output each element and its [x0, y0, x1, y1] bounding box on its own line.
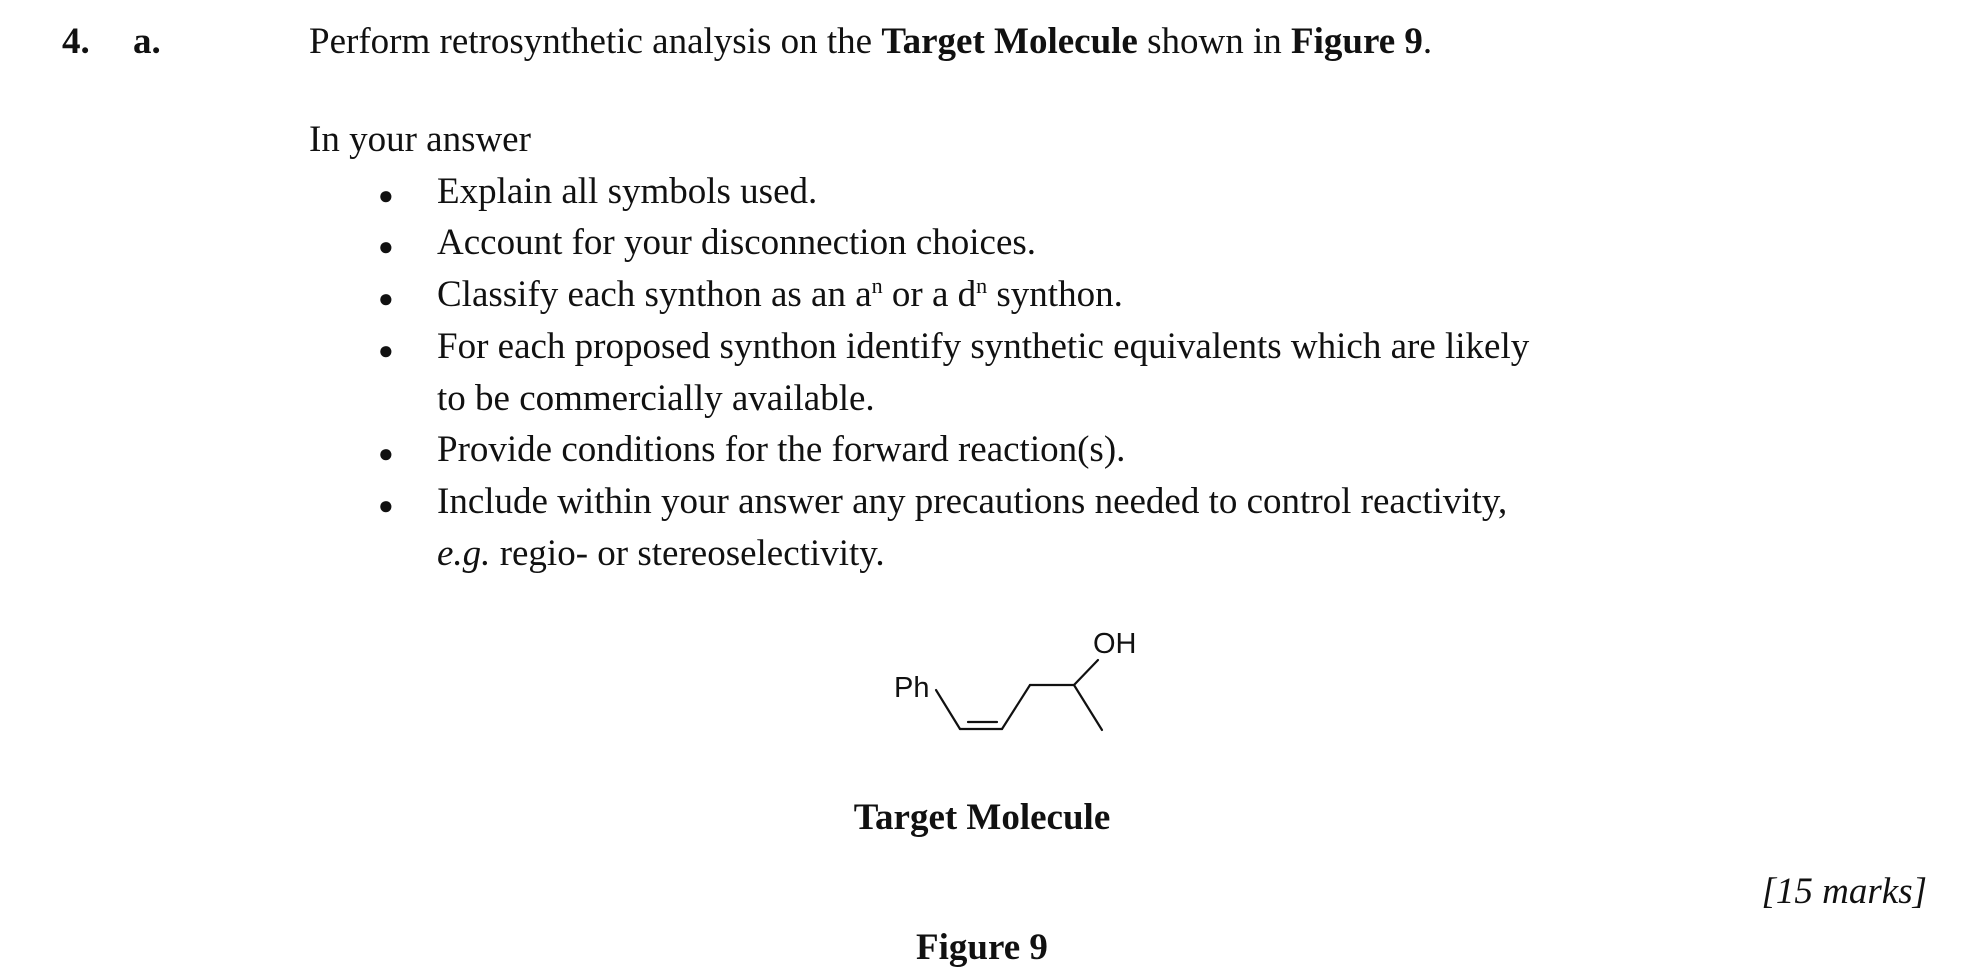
instruction-item: Include within your answer any precautions needed to control reactivity,	[437, 481, 1508, 522]
instruction-item: Provide conditions for the forward reaction(s).	[437, 429, 1126, 470]
question-number: 4.	[62, 21, 90, 62]
bond-c2-c3	[1002, 685, 1030, 729]
molecule-caption: Target Molecule	[853, 797, 1111, 838]
instruction-item-continued: e.g. regio- or stereoselectivity.	[437, 533, 885, 574]
bullet-dot: ●	[378, 439, 394, 468]
instructions-intro: In your answer	[309, 119, 531, 160]
bond-ph-c1	[936, 690, 960, 729]
target-molecule-structure	[880, 625, 1160, 755]
bond-c4-methyl	[1074, 685, 1102, 730]
instruction-item: Explain all symbols used.	[437, 171, 818, 212]
instruction-item: For each proposed synthon identify synthetic equivalents which are likely	[437, 326, 1530, 367]
phenyl-label: Ph	[894, 672, 930, 704]
instruction-item: Classify each synthon as an $a^n$ or a $d^n$ synthon.	[437, 273, 1123, 315]
instruction-item-continued: to be commercially available.	[437, 378, 875, 419]
bullet-dot: ●	[378, 232, 394, 261]
marks-allocation: [15 marks]	[1761, 871, 1927, 912]
molecule-bonds	[936, 660, 1102, 730]
figure-caption: Figure 9	[916, 927, 1048, 968]
instruction-item: Account for your disconnection choices.	[437, 222, 1037, 263]
question-prompt: Perform retrosynthetic analysis on the Target Molecule shown in Figure 9.	[309, 21, 1433, 62]
bullet-dot: ●	[378, 181, 394, 210]
bullet-dot: ●	[378, 491, 394, 520]
bullet-dot: ●	[378, 336, 394, 365]
bond-c4-oh	[1074, 660, 1098, 685]
question-part: a.	[133, 21, 161, 62]
bullet-dot: ●	[378, 284, 394, 313]
hydroxyl-label: OH	[1093, 628, 1137, 660]
